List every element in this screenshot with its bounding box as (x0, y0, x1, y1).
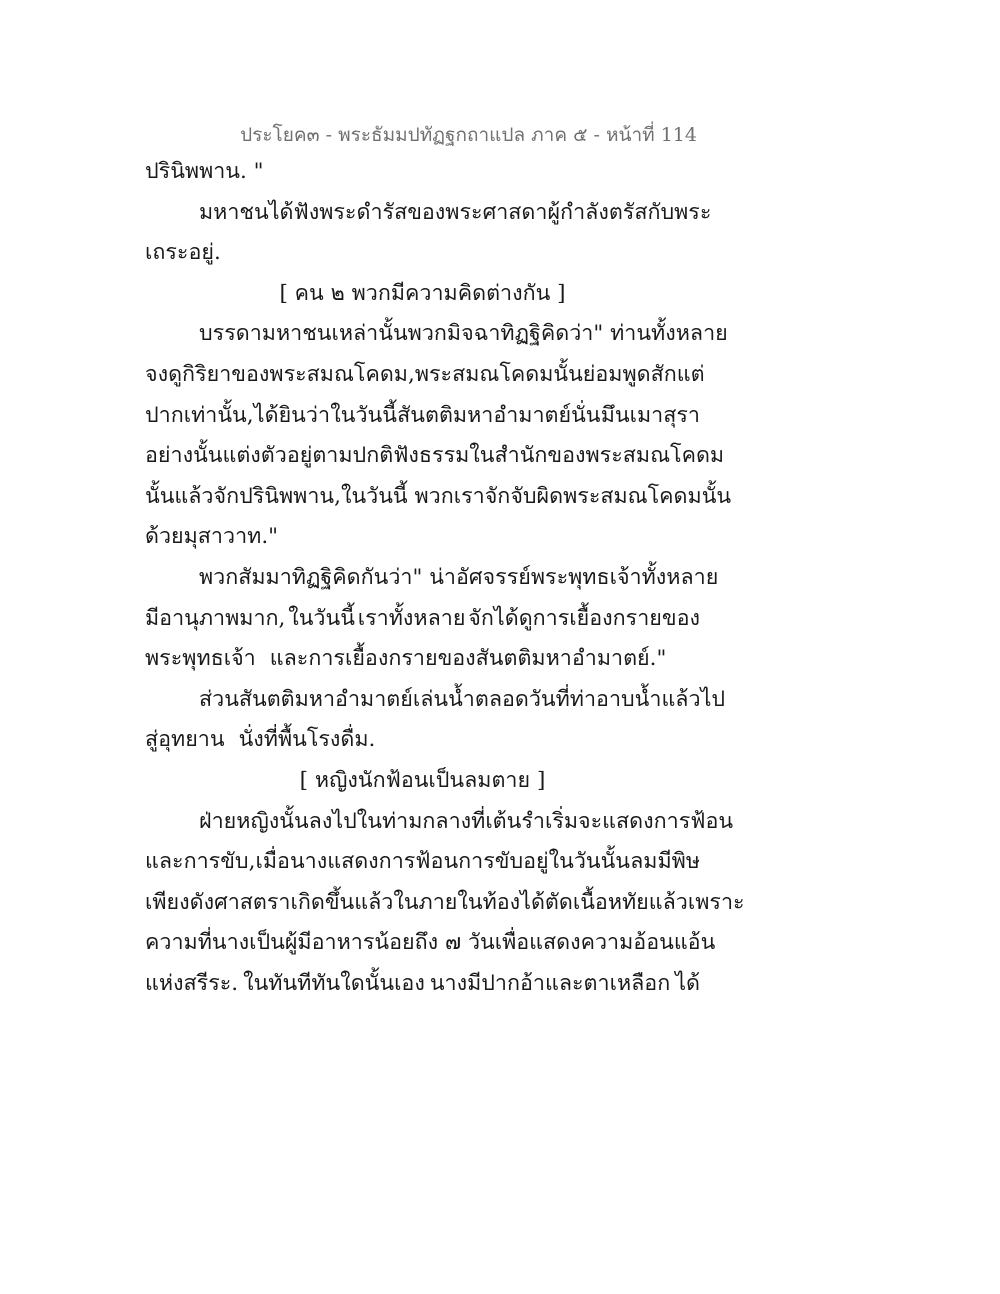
text-segment: คิดกันว่า (332, 564, 413, 590)
text-segment: ลงไปในท่ามกลางที่เต้นรำ (308, 808, 545, 834)
text-segment: [ หญิงนักฟ้อนเป็นลมตาย ] (299, 767, 546, 793)
text-segment: แต่งตัวอยู่ตามปกติ (222, 443, 394, 469)
text-segment: เพื่อแสดงความอ้อนแอ้น (494, 930, 716, 956)
text-line (145, 355, 705, 396)
text-segment: ได้ตัดเนื้อหทัยแล้ว (520, 889, 688, 915)
text-segment: เพียงดังศาสตราเกิดขึ้นแล้วในภายในท้อง (145, 889, 521, 915)
text-line (145, 639, 700, 680)
text-line (145, 964, 700, 1005)
text-line (145, 680, 726, 721)
text-segment: ความที่นางเป็นผู้มีอาหารน้อยถึง ๗ วัน (145, 930, 495, 956)
text-segment: ในวันนี้ (330, 402, 397, 428)
text-segment: ย่อมพูดสักแต่ (582, 361, 705, 387)
text-segment: ไป (700, 686, 726, 712)
running-header: ประโยค๓ - พระธัมมปทัฏฐกถาแปล ภาค ๕ - หน้าที่ 114 (240, 124, 697, 146)
text-segment: เพราะ (687, 889, 745, 915)
text-segment: ด้วยมุสาวาท." (145, 524, 279, 550)
text-line (145, 436, 725, 477)
text-segment: จักได้ดูการเยื้องกรายของ (468, 605, 700, 631)
text-segment: มหาชน (199, 199, 269, 225)
text-segment: และการขับ, (145, 849, 256, 875)
text-segment: ได้ยินว่า (253, 402, 331, 428)
text-segment: เริ่มจะแสดงการฟ้อน (544, 808, 734, 834)
text-line (145, 802, 734, 843)
text-segment: สู่อุทยาน (145, 727, 225, 753)
text-segment: นั้นแล้ว (145, 483, 214, 509)
text-line (145, 842, 700, 883)
text-segment: พระสมณโคดมนั้น (414, 361, 583, 387)
text-segment: " น่าอัศจรรย์ (412, 564, 531, 590)
text-segment: ในทันทีทันใดนั้นเอง (243, 970, 425, 996)
text-line (145, 314, 728, 355)
text-segment: เถระอยู่. (145, 240, 221, 266)
text-segment: ผู้กำลังตรัสกับพระ (547, 199, 712, 225)
text-line (145, 396, 700, 437)
text-segment: นั่งที่พื้นโรงดื่ม. (238, 727, 376, 753)
text-line (145, 923, 716, 964)
text-segment: อย่างนั้น (145, 443, 223, 469)
text-segment: ส่วนสันตติมหาอำมาตย์ (199, 686, 413, 712)
text-line (145, 883, 745, 924)
text-line (145, 233, 700, 274)
text-segment: ในวันนี้ พวกเราจักจับผิดพระสมณโคดมนั้น (340, 483, 732, 509)
text-segment: ลมมีพิษ (630, 849, 700, 875)
text-segment: พระพุทธเจ้าทั้งหลาย (530, 564, 719, 590)
text-segment: [ คน ๒ พวกมีความคิดต่างกัน ] (279, 280, 566, 306)
text-segment: ฟังธรรมในสำนักของพระสมณโคดม (393, 443, 725, 469)
text-segment: จงดูกิริยาของพระสมณโคดม, (145, 361, 415, 387)
text-segment: พวกสัมมาทิฏฐิ (199, 564, 333, 590)
section-heading (145, 274, 700, 315)
text-line (145, 193, 712, 234)
text-segment: พวกมิจฉาทิฏฐิ (407, 321, 541, 347)
body-text (145, 152, 745, 1004)
section-heading (145, 761, 700, 802)
text-line (145, 558, 719, 599)
text-segment: ฝ่ายหญิงนั้น (199, 808, 309, 834)
text-segment: ได้ (675, 970, 700, 996)
text-segment: คิดว่า (540, 321, 594, 347)
text-segment: และการเยื้องกรายของสันตติมหาอำมาตย์." (269, 646, 667, 672)
text-segment: เราทั้งหลาย (357, 605, 466, 631)
text-segment: ได้ฟังพระดำรัสของพระศาสดา (268, 199, 548, 225)
text-segment: ในวันนี้ (288, 605, 355, 631)
text-line (145, 152, 700, 193)
text-line (145, 477, 732, 518)
text-segment: เล่นน้ำตลอดวันที่ท่าอาบน้ำแล้ว (412, 686, 701, 712)
text-segment: มึนเมาสุรา (600, 402, 700, 428)
text-line (145, 517, 700, 558)
text-segment: เมื่อนางแสดงการฟ้อนการขับอยู่ในวันนั้น (255, 849, 630, 875)
text-segment: ปากเท่านั้น, (145, 402, 254, 428)
text-segment: ปรินิพพาน. " (145, 159, 264, 184)
text-segment: จักปรินิพพาน, (213, 483, 341, 509)
text-line (145, 599, 700, 640)
text-segment: " ท่านทั้งหลาย (593, 321, 728, 347)
text-segment: บรรดามหาชนเหล่านั้น (199, 321, 408, 347)
text-segment: แห่งสรีระ. (145, 970, 239, 996)
text-segment: พระพุทธเจ้า (145, 646, 256, 672)
text-segment: มีอานุภาพมาก, (145, 605, 286, 631)
text-line (145, 720, 700, 761)
text-segment: สันตติมหาอำมาตย์นั่น (397, 402, 601, 428)
text-segment: นางมีปากอ้าและตาเหลือก (429, 970, 671, 996)
